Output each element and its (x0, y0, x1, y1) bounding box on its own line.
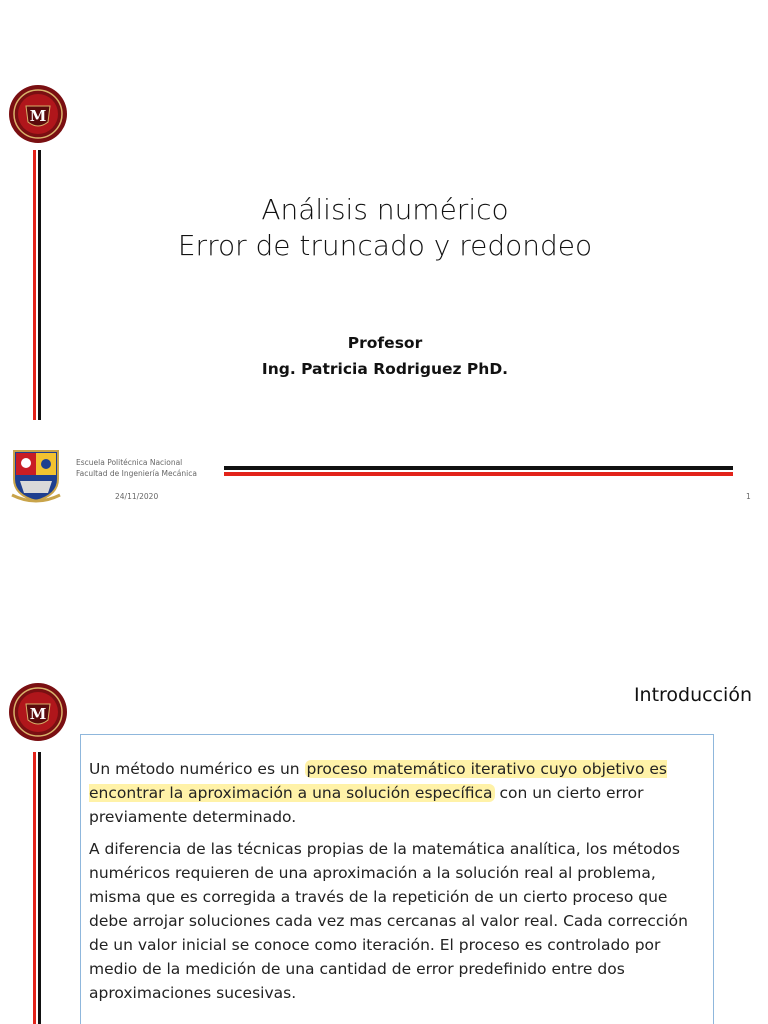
svg-text:M: M (29, 107, 47, 125)
page-number: 1 (746, 492, 751, 501)
faculty-seal-icon (8, 682, 68, 742)
footer-red-rule (224, 472, 733, 476)
footer-institution-block (76, 457, 197, 479)
paragraph-text: con un cierto error previamente determinado. (89, 784, 644, 826)
paragraph-explanation: A diferencia de las técnicas propias de la matemática analítica, los métodos numéricos requieren de una aproximación a la solución real al problema, misma que es corregida a través de la repetición de un cierto proceso que debe arrojar soluciones cada vez mas cercanas al valor real. Cada corrección de un valor inicial se conoce como iteración. El proceso es controlado por medio de la medición de una cantidad de error predefinido entre dos aproximaciones sucesivas. (89, 840, 688, 1002)
professor-label: Profesor (347, 334, 423, 352)
slide-title: Introducción (633, 684, 752, 706)
content-box (80, 734, 714, 1024)
title-slide (0, 60, 768, 520)
professor-name: Ing. Patricia Rodriguez PhD. (261, 360, 509, 378)
footer-black-rule (224, 466, 733, 470)
paragraph-definition (89, 757, 705, 829)
vertical-red-stripe (33, 150, 36, 420)
paragraph-text: Un método numérico es un (89, 760, 305, 778)
introduction-slide (0, 660, 768, 1024)
faculty-seal-icon (8, 84, 68, 144)
footer-institution: Escuela Politécnica Nacional (76, 458, 183, 467)
svg-text:M: M (29, 705, 47, 723)
title-line-1: Análisis numérico (261, 193, 509, 226)
footer-date: 24/11/2020 (115, 492, 159, 501)
slide-title (120, 192, 650, 264)
footer-faculty: Facultad de Ingeniería Mecánica (76, 469, 197, 478)
professor-block (200, 330, 570, 382)
university-crest-icon (10, 445, 62, 505)
vertical-black-stripe (38, 150, 41, 420)
highlighted-text: proceso matemático iterativo cuyo objetivo es encontrar la aproximación a una solución específica (89, 760, 667, 802)
vertical-black-stripe (38, 752, 41, 1024)
title-line-2: Error de truncado y redondeo (177, 229, 593, 262)
vertical-red-stripe (33, 752, 36, 1024)
